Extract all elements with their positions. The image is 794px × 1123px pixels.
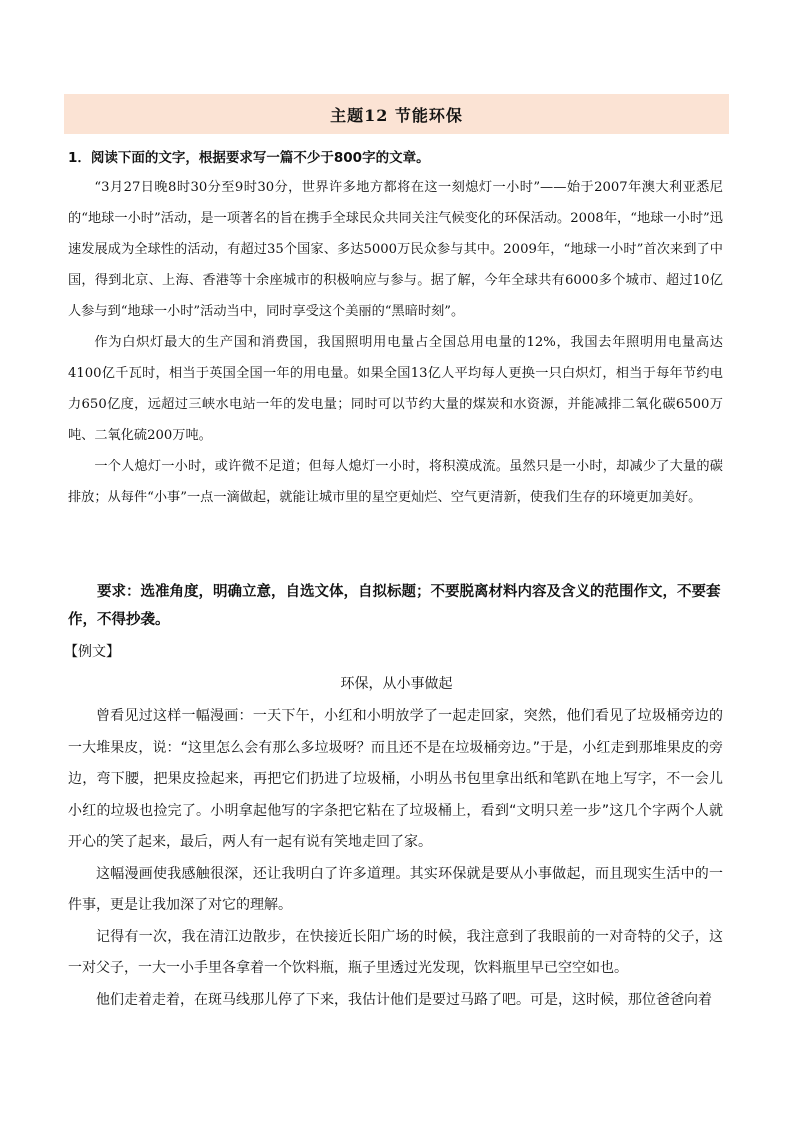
essay-paragraph: 曾看见过这样一幅漫画：一天下午，小红和小明放学了一起走回家，突然，他们看见了垃圾桶旁边的一大堆果皮，说：“这里怎么会有那么多垃圾呀？而且还不是在垃圾桶旁边。”于是，小红走到那堆果皮的旁边，弯下腰，把果皮捡起来，再把它们扔进了垃圾桶，小明丛书包里拿出纸和笔趴在地上写字，不一会儿小红的垃圾也捡完了。小明拿起他写的字条把它粘在了垃圾桶上，看到“文明只差一步”这几个字两个人就开心的笑了起来，最后，两人有一起有说有笑地走回了家。 xyxy=(68,708,723,850)
reading-material xyxy=(68,172,723,513)
essay-title: 环保，从小事做起 xyxy=(340,676,453,692)
material-paragraph: “3月27日晚8时30分至9时30分，世界许多地方都将在这一刻熄灯一小时”——始于2007年澳大利亚悉尼的“地球一小时”活动，是一项著名的旨在携手全球民众共同关注气候变化的环保活动。2008年，“地球一小时”迅速发展成为全球性的活动，有超过35个国家、多达5000万民众参与其中。2009年，“地球一小时”首次来到了中国，得到北京、上海、香港等十余座城市的积极响应与参与。据了解，今年全球共有6000多个城市、超过10亿人参与到“地球一小时”活动当中，同时享受这个美丽的“黑暗时刻”。 xyxy=(68,180,723,319)
writing-requirement: 要求：选准角度，明确立意，自选文体，自拟标题；不要脱离材料内容及含义的范围作文，不要套作，不得抄袭。 xyxy=(68,584,721,628)
material-paragraph: 作为白炽灯最大的生产国和消费国，我国照明用电量占全国总用电量的12%，我国去年照明用电量高达4100亿千瓦时，相当于英国全国一年的用电量。如果全国13亿人平均每人更换一只白炽灯，相当于每年节约电力650亿度，远超过三峡水电站一年的发电量；同时可以节约大量的煤炭和水资源，并能减排二氧化碳6500万吨、二氧化硫200万吨。 xyxy=(68,335,723,443)
essay-paragraph: 他们走着走着，在斑马线那儿停了下来，我估计他们是要过马路了吧。可是，这时候，那位爸爸向着 xyxy=(96,991,712,1008)
example-essay xyxy=(68,701,723,1016)
essay-paragraph: 这幅漫画使我感触很深，还让我明白了许多道理。其实环保就是要从小事做起，而且现实生活中的一件事，更是让我加深了对它的理解。 xyxy=(68,865,723,913)
question-heading: 1．阅读下面的文字，根据要求写一篇不少于800字的文章。 xyxy=(68,150,430,166)
material-paragraph: 一个人熄灯一小时，或许微不足道；但每人熄灯一小时，将积漠成流。虽然只是一小时，却减少了大量的碳排放；从每件“小事”一点一滴做起，就能让城市里的星空更灿烂、空气更清新，使我们生存的环境更加美好。 xyxy=(68,459,723,505)
essay-paragraph: 记得有一次，我在清江边散步，在快接近长阳广场的时候，我注意到了我眼前的一对奇特的父子，这一对父子，一大一小手里各拿着一个饮料瓶，瓶子里透过光发现，饮料瓶里早已空空如也。 xyxy=(68,928,723,976)
page-title: 主题12 节能环保 xyxy=(330,105,463,125)
topic-banner xyxy=(64,94,729,134)
example-label: 【例文】 xyxy=(64,644,120,660)
